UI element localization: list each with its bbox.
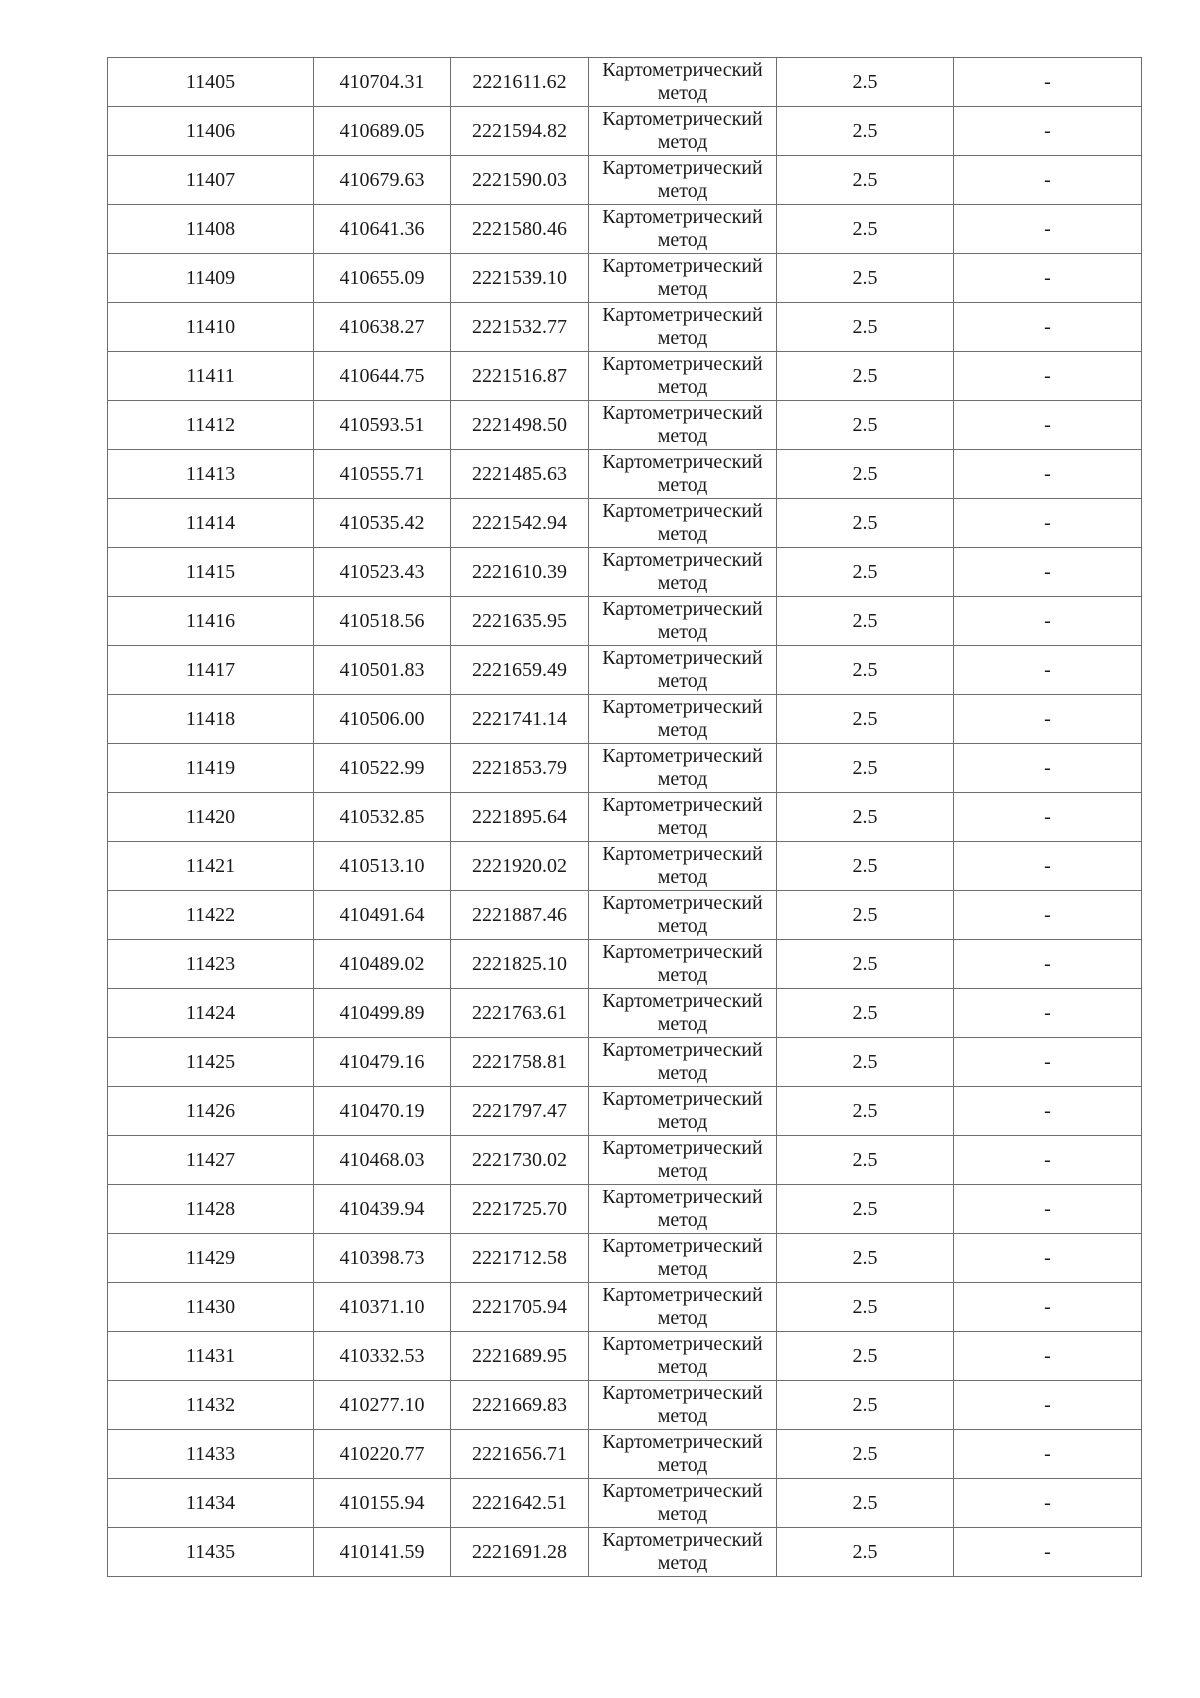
method-line-2: метод xyxy=(657,1405,708,1427)
table-row xyxy=(108,989,1142,1038)
note-cell: - xyxy=(954,891,1142,940)
method-line-1: Картометрический xyxy=(602,1333,763,1355)
y-coordinate-cell: 2221542.94 xyxy=(451,499,589,548)
note-cell: - xyxy=(954,1038,1142,1087)
y-coordinate-cell: 2221887.46 xyxy=(451,891,589,940)
method-cell xyxy=(589,842,777,891)
y-coordinate-cell: 2221758.81 xyxy=(451,1038,589,1087)
note-cell: - xyxy=(954,842,1142,891)
accuracy-cell: 2.5 xyxy=(777,499,954,548)
method-line-1: Картометрический xyxy=(602,990,763,1012)
accuracy-cell: 2.5 xyxy=(777,303,954,352)
coordinates-table-body xyxy=(108,58,1142,1577)
x-coordinate-cell: 410513.10 xyxy=(314,842,451,891)
x-coordinate-cell: 410638.27 xyxy=(314,303,451,352)
accuracy-cell: 2.5 xyxy=(777,548,954,597)
y-coordinate-cell: 2221498.50 xyxy=(451,401,589,450)
note-cell: - xyxy=(954,352,1142,401)
method-cell xyxy=(589,254,777,303)
x-coordinate-cell: 410532.85 xyxy=(314,793,451,842)
method-line-2: метод xyxy=(657,1013,708,1035)
table-row xyxy=(108,1479,1142,1528)
table-row xyxy=(108,303,1142,352)
x-coordinate-cell: 410679.63 xyxy=(314,156,451,205)
method-cell xyxy=(589,352,777,401)
method-line-1: Картометрический xyxy=(602,157,763,179)
point-number-cell: 11428 xyxy=(108,1185,314,1234)
accuracy-cell: 2.5 xyxy=(777,695,954,744)
table-row xyxy=(108,695,1142,744)
note-cell: - xyxy=(954,1528,1142,1577)
x-coordinate-cell: 410499.89 xyxy=(314,989,451,1038)
coordinates-table xyxy=(107,57,1142,1577)
method-cell xyxy=(589,1332,777,1381)
x-coordinate-cell: 410479.16 xyxy=(314,1038,451,1087)
x-coordinate-cell: 410155.94 xyxy=(314,1479,451,1528)
point-number-cell: 11413 xyxy=(108,450,314,499)
note-cell: - xyxy=(954,548,1142,597)
x-coordinate-cell: 410644.75 xyxy=(314,352,451,401)
point-number-cell: 11415 xyxy=(108,548,314,597)
accuracy-cell: 2.5 xyxy=(777,1479,954,1528)
method-line-1: Картометрический xyxy=(602,794,763,816)
accuracy-cell: 2.5 xyxy=(777,254,954,303)
table-row xyxy=(108,1381,1142,1430)
point-number-cell: 11429 xyxy=(108,1234,314,1283)
point-number-cell: 11414 xyxy=(108,499,314,548)
point-number-cell: 11407 xyxy=(108,156,314,205)
method-cell xyxy=(589,58,777,107)
method-line-2: метод xyxy=(657,768,708,790)
note-cell: - xyxy=(954,254,1142,303)
accuracy-cell: 2.5 xyxy=(777,352,954,401)
point-number-cell: 11431 xyxy=(108,1332,314,1381)
point-number-cell: 11421 xyxy=(108,842,314,891)
x-coordinate-cell: 410398.73 xyxy=(314,1234,451,1283)
y-coordinate-cell: 2221797.47 xyxy=(451,1087,589,1136)
method-line-1: Картометрический xyxy=(602,1382,763,1404)
y-coordinate-cell: 2221642.51 xyxy=(451,1479,589,1528)
method-line-2: метод xyxy=(657,425,708,447)
y-coordinate-cell: 2221590.03 xyxy=(451,156,589,205)
table-row xyxy=(108,1087,1142,1136)
x-coordinate-cell: 410704.31 xyxy=(314,58,451,107)
method-line-2: метод xyxy=(657,523,708,545)
method-cell xyxy=(589,940,777,989)
method-line-1: Картометрический xyxy=(602,1088,763,1110)
x-coordinate-cell: 410491.64 xyxy=(314,891,451,940)
accuracy-cell: 2.5 xyxy=(777,597,954,646)
method-line-2: метод xyxy=(657,327,708,349)
x-coordinate-cell: 410522.99 xyxy=(314,744,451,793)
point-number-cell: 11410 xyxy=(108,303,314,352)
method-line-2: метод xyxy=(657,131,708,153)
method-cell xyxy=(589,1234,777,1283)
point-number-cell: 11419 xyxy=(108,744,314,793)
method-line-2: метод xyxy=(657,1552,708,1574)
method-cell xyxy=(589,1381,777,1430)
note-cell: - xyxy=(954,1234,1142,1283)
x-coordinate-cell: 410470.19 xyxy=(314,1087,451,1136)
point-number-cell: 11434 xyxy=(108,1479,314,1528)
accuracy-cell: 2.5 xyxy=(777,1185,954,1234)
accuracy-cell: 2.5 xyxy=(777,891,954,940)
y-coordinate-cell: 2221539.10 xyxy=(451,254,589,303)
method-line-1: Картометрический xyxy=(602,1431,763,1453)
accuracy-cell: 2.5 xyxy=(777,1038,954,1087)
point-number-cell: 11409 xyxy=(108,254,314,303)
point-number-cell: 11424 xyxy=(108,989,314,1038)
x-coordinate-cell: 410468.03 xyxy=(314,1136,451,1185)
y-coordinate-cell: 2221516.87 xyxy=(451,352,589,401)
note-cell: - xyxy=(954,58,1142,107)
note-cell: - xyxy=(954,940,1142,989)
point-number-cell: 11405 xyxy=(108,58,314,107)
table-row xyxy=(108,1038,1142,1087)
method-cell xyxy=(589,1038,777,1087)
y-coordinate-cell: 2221580.46 xyxy=(451,205,589,254)
method-line-2: метод xyxy=(657,1503,708,1525)
note-cell: - xyxy=(954,1479,1142,1528)
method-line-2: метод xyxy=(657,866,708,888)
note-cell: - xyxy=(954,1283,1142,1332)
point-number-cell: 11418 xyxy=(108,695,314,744)
accuracy-cell: 2.5 xyxy=(777,401,954,450)
accuracy-cell: 2.5 xyxy=(777,842,954,891)
y-coordinate-cell: 2221691.28 xyxy=(451,1528,589,1577)
note-cell: - xyxy=(954,695,1142,744)
method-line-1: Картометрический xyxy=(602,1186,763,1208)
point-number-cell: 11408 xyxy=(108,205,314,254)
method-line-2: метод xyxy=(657,1160,708,1182)
accuracy-cell: 2.5 xyxy=(777,1087,954,1136)
method-line-2: метод xyxy=(657,180,708,202)
method-cell xyxy=(589,695,777,744)
x-coordinate-cell: 410506.00 xyxy=(314,695,451,744)
x-coordinate-cell: 410220.77 xyxy=(314,1430,451,1479)
method-cell xyxy=(589,156,777,205)
y-coordinate-cell: 2221741.14 xyxy=(451,695,589,744)
method-cell xyxy=(589,793,777,842)
accuracy-cell: 2.5 xyxy=(777,58,954,107)
method-line-1: Картометрический xyxy=(602,1284,763,1306)
table-row xyxy=(108,891,1142,940)
y-coordinate-cell: 2221920.02 xyxy=(451,842,589,891)
accuracy-cell: 2.5 xyxy=(777,1136,954,1185)
note-cell: - xyxy=(954,597,1142,646)
method-line-1: Картометрический xyxy=(602,108,763,130)
method-line-2: метод xyxy=(657,1111,708,1133)
note-cell: - xyxy=(954,499,1142,548)
accuracy-cell: 2.5 xyxy=(777,744,954,793)
method-cell xyxy=(589,1185,777,1234)
table-row xyxy=(108,401,1142,450)
method-cell xyxy=(589,1283,777,1332)
accuracy-cell: 2.5 xyxy=(777,156,954,205)
x-coordinate-cell: 410501.83 xyxy=(314,646,451,695)
point-number-cell: 11420 xyxy=(108,793,314,842)
note-cell: - xyxy=(954,107,1142,156)
y-coordinate-cell: 2221656.71 xyxy=(451,1430,589,1479)
y-coordinate-cell: 2221611.62 xyxy=(451,58,589,107)
method-line-1: Картометрический xyxy=(602,1137,763,1159)
table-row xyxy=(108,842,1142,891)
method-line-2: метод xyxy=(657,817,708,839)
table-row xyxy=(108,499,1142,548)
x-coordinate-cell: 410689.05 xyxy=(314,107,451,156)
x-coordinate-cell: 410277.10 xyxy=(314,1381,451,1430)
note-cell: - xyxy=(954,1136,1142,1185)
method-cell xyxy=(589,744,777,793)
note-cell: - xyxy=(954,1430,1142,1479)
method-cell xyxy=(589,646,777,695)
method-line-1: Картометрический xyxy=(602,843,763,865)
y-coordinate-cell: 2221763.61 xyxy=(451,989,589,1038)
method-cell xyxy=(589,1136,777,1185)
method-cell xyxy=(589,205,777,254)
y-coordinate-cell: 2221853.79 xyxy=(451,744,589,793)
y-coordinate-cell: 2221485.63 xyxy=(451,450,589,499)
method-line-2: метод xyxy=(657,1209,708,1231)
method-line-1: Картометрический xyxy=(602,892,763,914)
point-number-cell: 11427 xyxy=(108,1136,314,1185)
point-number-cell: 11425 xyxy=(108,1038,314,1087)
method-line-2: метод xyxy=(657,474,708,496)
accuracy-cell: 2.5 xyxy=(777,793,954,842)
method-line-2: метод xyxy=(657,670,708,692)
method-line-2: метод xyxy=(657,1454,708,1476)
x-coordinate-cell: 410535.42 xyxy=(314,499,451,548)
table-row xyxy=(108,1136,1142,1185)
x-coordinate-cell: 410489.02 xyxy=(314,940,451,989)
accuracy-cell: 2.5 xyxy=(777,450,954,499)
method-line-1: Картометрический xyxy=(602,549,763,571)
method-line-1: Картометрический xyxy=(602,402,763,424)
x-coordinate-cell: 410371.10 xyxy=(314,1283,451,1332)
x-coordinate-cell: 410518.56 xyxy=(314,597,451,646)
table-row xyxy=(108,58,1142,107)
y-coordinate-cell: 2221712.58 xyxy=(451,1234,589,1283)
method-cell xyxy=(589,1087,777,1136)
accuracy-cell: 2.5 xyxy=(777,989,954,1038)
y-coordinate-cell: 2221730.02 xyxy=(451,1136,589,1185)
method-cell xyxy=(589,548,777,597)
method-cell xyxy=(589,107,777,156)
table-row xyxy=(108,1283,1142,1332)
method-line-2: метод xyxy=(657,1258,708,1280)
table-row xyxy=(108,352,1142,401)
note-cell: - xyxy=(954,450,1142,499)
accuracy-cell: 2.5 xyxy=(777,1283,954,1332)
table-row xyxy=(108,107,1142,156)
x-coordinate-cell: 410641.36 xyxy=(314,205,451,254)
table-row xyxy=(108,940,1142,989)
point-number-cell: 11422 xyxy=(108,891,314,940)
note-cell: - xyxy=(954,1381,1142,1430)
y-coordinate-cell: 2221594.82 xyxy=(451,107,589,156)
x-coordinate-cell: 410593.51 xyxy=(314,401,451,450)
method-cell xyxy=(589,303,777,352)
method-line-1: Картометрический xyxy=(602,1235,763,1257)
method-cell xyxy=(589,891,777,940)
table-row xyxy=(108,450,1142,499)
note-cell: - xyxy=(954,1332,1142,1381)
accuracy-cell: 2.5 xyxy=(777,1381,954,1430)
method-line-2: метод xyxy=(657,719,708,741)
x-coordinate-cell: 410523.43 xyxy=(314,548,451,597)
method-line-1: Картометрический xyxy=(602,1529,763,1551)
note-cell: - xyxy=(954,989,1142,1038)
x-coordinate-cell: 410439.94 xyxy=(314,1185,451,1234)
accuracy-cell: 2.5 xyxy=(777,1430,954,1479)
accuracy-cell: 2.5 xyxy=(777,646,954,695)
y-coordinate-cell: 2221669.83 xyxy=(451,1381,589,1430)
method-line-1: Картометрический xyxy=(602,255,763,277)
method-cell xyxy=(589,1479,777,1528)
method-cell xyxy=(589,1430,777,1479)
point-number-cell: 11406 xyxy=(108,107,314,156)
y-coordinate-cell: 2221659.49 xyxy=(451,646,589,695)
y-coordinate-cell: 2221895.64 xyxy=(451,793,589,842)
method-cell xyxy=(589,499,777,548)
accuracy-cell: 2.5 xyxy=(777,1234,954,1283)
table-row xyxy=(108,254,1142,303)
method-line-2: метод xyxy=(657,915,708,937)
method-cell xyxy=(589,597,777,646)
accuracy-cell: 2.5 xyxy=(777,1332,954,1381)
point-number-cell: 11416 xyxy=(108,597,314,646)
y-coordinate-cell: 2221532.77 xyxy=(451,303,589,352)
accuracy-cell: 2.5 xyxy=(777,940,954,989)
method-line-2: метод xyxy=(657,278,708,300)
point-number-cell: 11411 xyxy=(108,352,314,401)
table-row xyxy=(108,597,1142,646)
table-row xyxy=(108,1528,1142,1577)
note-cell: - xyxy=(954,646,1142,695)
table-row xyxy=(108,1332,1142,1381)
method-line-2: метод xyxy=(657,82,708,104)
method-line-1: Картометрический xyxy=(602,500,763,522)
table-row xyxy=(108,205,1142,254)
y-coordinate-cell: 2221610.39 xyxy=(451,548,589,597)
method-line-1: Картометрический xyxy=(602,598,763,620)
x-coordinate-cell: 410555.71 xyxy=(314,450,451,499)
point-number-cell: 11433 xyxy=(108,1430,314,1479)
point-number-cell: 11426 xyxy=(108,1087,314,1136)
method-line-2: метод xyxy=(657,572,708,594)
y-coordinate-cell: 2221689.95 xyxy=(451,1332,589,1381)
y-coordinate-cell: 2221635.95 xyxy=(451,597,589,646)
y-coordinate-cell: 2221725.70 xyxy=(451,1185,589,1234)
point-number-cell: 11423 xyxy=(108,940,314,989)
table-row xyxy=(108,156,1142,205)
note-cell: - xyxy=(954,156,1142,205)
accuracy-cell: 2.5 xyxy=(777,205,954,254)
method-line-1: Картометрический xyxy=(602,451,763,473)
method-line-1: Картометрический xyxy=(602,745,763,767)
table-row xyxy=(108,548,1142,597)
note-cell: - xyxy=(954,303,1142,352)
method-line-1: Картометрический xyxy=(602,1480,763,1502)
method-cell xyxy=(589,1528,777,1577)
method-line-1: Картометрический xyxy=(602,647,763,669)
x-coordinate-cell: 410332.53 xyxy=(314,1332,451,1381)
x-coordinate-cell: 410141.59 xyxy=(314,1528,451,1577)
accuracy-cell: 2.5 xyxy=(777,107,954,156)
point-number-cell: 11412 xyxy=(108,401,314,450)
method-cell xyxy=(589,450,777,499)
table-row xyxy=(108,1185,1142,1234)
method-line-2: метод xyxy=(657,1062,708,1084)
method-line-1: Картометрический xyxy=(602,206,763,228)
method-line-2: метод xyxy=(657,229,708,251)
method-line-2: метод xyxy=(657,376,708,398)
method-line-2: метод xyxy=(657,1307,708,1329)
method-line-1: Картометрический xyxy=(602,59,763,81)
note-cell: - xyxy=(954,1087,1142,1136)
y-coordinate-cell: 2221705.94 xyxy=(451,1283,589,1332)
method-line-2: метод xyxy=(657,964,708,986)
table-row xyxy=(108,1234,1142,1283)
method-line-1: Картометрический xyxy=(602,941,763,963)
point-number-cell: 11432 xyxy=(108,1381,314,1430)
point-number-cell: 11417 xyxy=(108,646,314,695)
note-cell: - xyxy=(954,401,1142,450)
method-cell xyxy=(589,401,777,450)
method-line-1: Картометрический xyxy=(602,1039,763,1061)
method-line-1: Картометрический xyxy=(602,696,763,718)
table-row xyxy=(108,1430,1142,1479)
x-coordinate-cell: 410655.09 xyxy=(314,254,451,303)
table-row xyxy=(108,646,1142,695)
accuracy-cell: 2.5 xyxy=(777,1528,954,1577)
point-number-cell: 11435 xyxy=(108,1528,314,1577)
note-cell: - xyxy=(954,1185,1142,1234)
method-line-1: Картометрический xyxy=(602,304,763,326)
method-line-1: Картометрический xyxy=(602,353,763,375)
method-cell xyxy=(589,989,777,1038)
table-row xyxy=(108,793,1142,842)
note-cell: - xyxy=(954,205,1142,254)
y-coordinate-cell: 2221825.10 xyxy=(451,940,589,989)
method-line-2: метод xyxy=(657,621,708,643)
note-cell: - xyxy=(954,793,1142,842)
table-row xyxy=(108,744,1142,793)
method-line-2: метод xyxy=(657,1356,708,1378)
point-number-cell: 11430 xyxy=(108,1283,314,1332)
note-cell: - xyxy=(954,744,1142,793)
